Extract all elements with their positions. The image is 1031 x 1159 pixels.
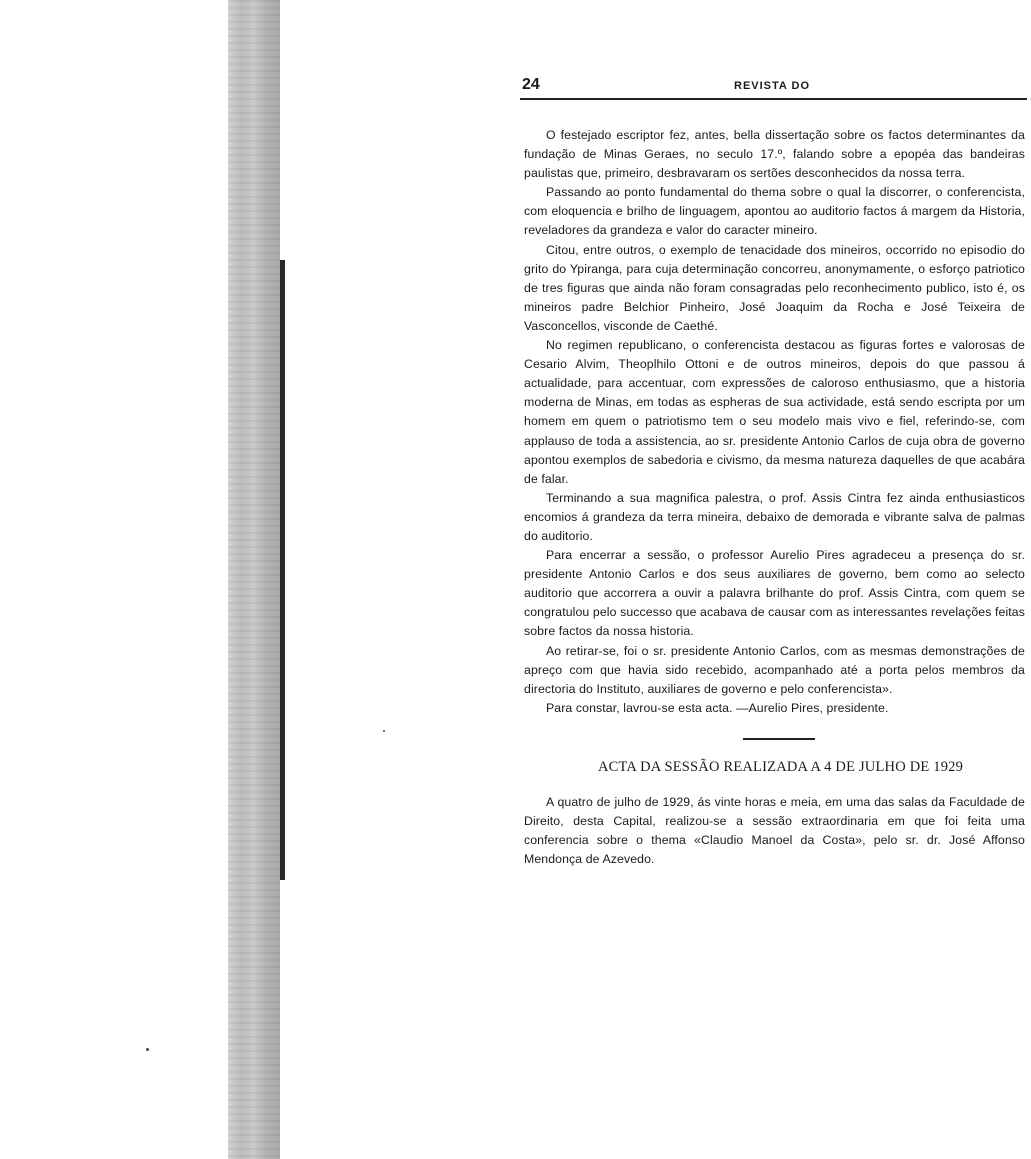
page-number: 24 — [522, 76, 540, 93]
paragraph: No regimen republicano, o conferencista destacou as figuras fortes e valorosas de Cesario Alvim, Theoplhilo Ottoni e de outros mineiros, depois do que passou á actualidade, para accentuar, com expressões de caloroso enthusiasmo, que a historia moderna de Minas, em todas as espheras de sua actividade, está sendo escripta por um homem em quem o patriotismo tem o seu modelo mais vivo e fiel, referindo-se, com applauso de toda a assistencia, ao sr. presidente Antonio Carlos de cuja obra de governo apontou exemplos de sabedoria e civismo, da mesma natureza daquelles de que acabára de falar. — [524, 338, 1025, 486]
paragraph: Terminando a sua magnifica palestra, o prof. Assis Cintra fez ainda enthusiasticos encomios á grandeza da terra mineira, debaixo de demorada e vibrante salva de palmas do auditorio. — [524, 490, 1025, 543]
header-rule — [520, 98, 1027, 100]
journal-title: REVISTA DO — [734, 80, 811, 92]
paragraph: O festejado escriptor fez, antes, bella dissertação sobre os factos determinantes da fundação de Minas Geraes, no seculo 17.º, falando sobre a epopéa das bandeiras paulistas que, primeiro, desbravaram os sertões desconhecidos da nossa terra. — [524, 128, 1025, 181]
page-edge-line — [280, 260, 285, 880]
paragraph: A quatro de julho de 1929, ás vinte horas e meia, em uma das salas da Faculdade de Direito, desta Capital, realizou-se a sessão extraordinaria em que foi feita uma conferencia sobre o thema «Claudio Manoel da Costa», pelo sr. dr. José Affonso Mendonça de Azevedo. — [524, 795, 1025, 867]
scan-gutter — [0, 0, 290, 1159]
section-divider — [743, 738, 815, 740]
scan-speck — [146, 1048, 149, 1051]
article-body — [512, 126, 1027, 869]
paragraph: Para encerrar a sessão, o professor Aurelio Pires agradeceu a presença do sr. presidente Antonio Carlos e dos seus auxiliares de governo, bem como ao selecto auditorio que accorrera a ouvir a palavra brilhante do prof. Assis Cintra, com quem se congratulou pelo successo que acabava de causar com as interessantes revelações feitas sobre factos da nossa historia. — [524, 548, 1025, 639]
scan-speck — [383, 730, 385, 732]
running-head — [512, 76, 1027, 98]
section-heading: ACTA DA SESSÃO REALIZADA A 4 DE JULHO DE 1929 — [597, 758, 964, 775]
paragraph: Ao retirar-se, foi o sr. presidente Antonio Carlos, com as mesmas demonstrações de apreço com que havia sido recebido, acompanhado até a porta pelos membros da directoria do Instituto, auxiliares de governo e pelo conferencista». — [524, 643, 1025, 696]
paragraph: Passando ao ponto fundamental do thema sobre o qual la discorrer, o conferencista, com eloquencia e brilho de linguagem, apontou ao auditorio factos á margem da Historia, reveladores da grandeza e valor do caracter mineiro. — [524, 185, 1025, 238]
book-spine-shadow — [228, 0, 280, 1159]
paragraph: Citou, entre outros, o exemplo de tenacidade dos mineiros, occorrido no episodio do grito do Ypiranga, para cuja determinação concorreu, anonymamente, o esforço patriotico de tres figuras que ainda não foram consagradas pelo reconhecimento publico, isto é, os mineiros padre Belchior Pinheiro, José Joaquim da Rocha e José Teixeira de Vasconcellos, visconde de Caethé. — [524, 242, 1025, 333]
journal-page — [512, 76, 1027, 869]
paragraph: Para constar, lavrou-se esta acta. —Aurelio Pires, presidente. — [546, 700, 889, 715]
